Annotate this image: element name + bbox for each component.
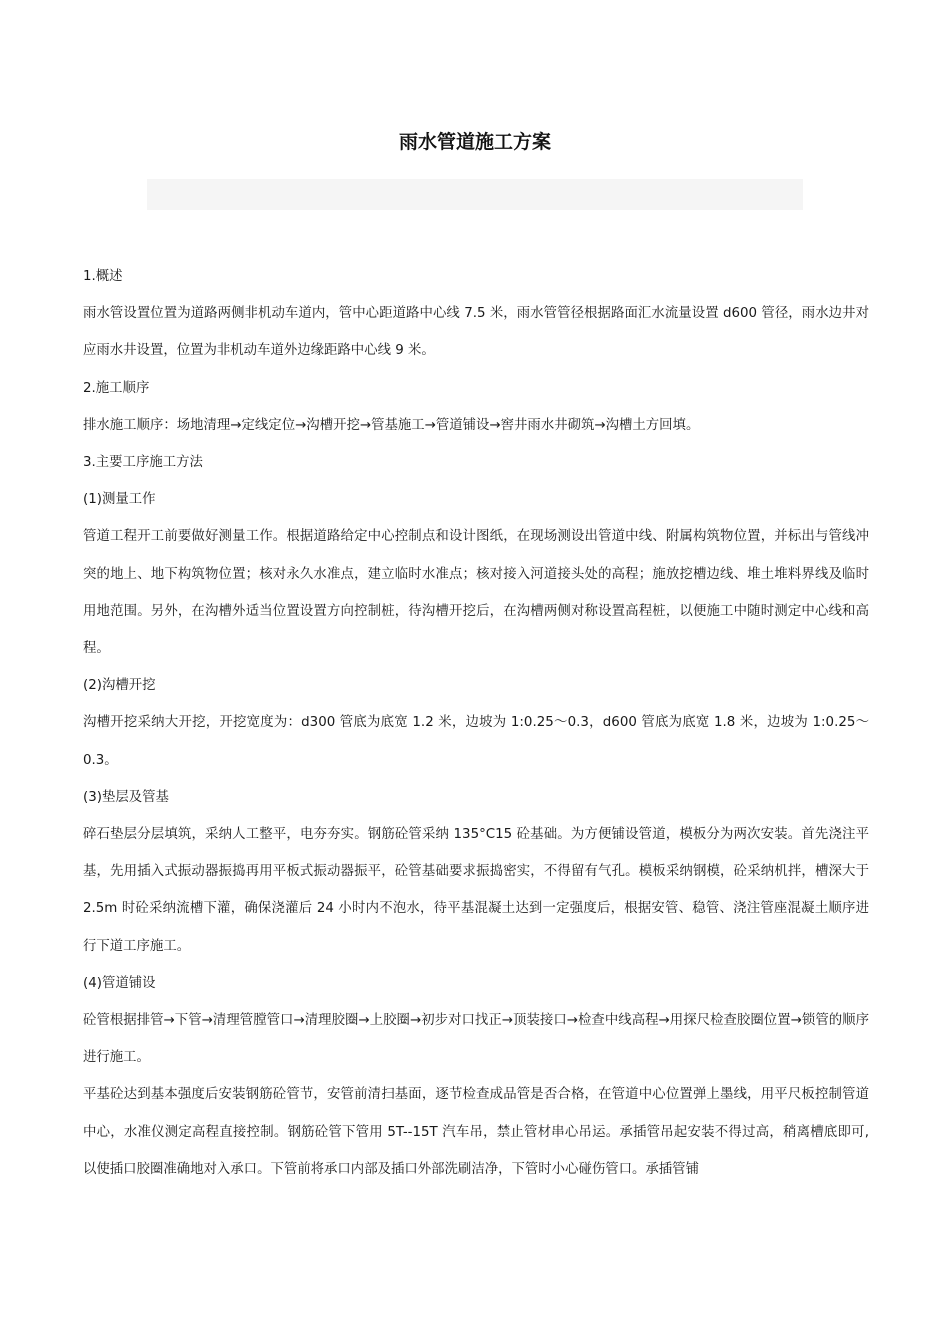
section-heading-construction-order: 2.施工顺序 xyxy=(83,380,150,396)
document-title: 雨水管道施工方案 xyxy=(398,131,551,153)
document-body xyxy=(83,258,874,1188)
title-band xyxy=(147,179,803,210)
section-heading-main-methods: 3.主要工序施工方法 xyxy=(83,455,203,471)
subsection-heading-survey: (1)测量工作 xyxy=(83,492,156,508)
section-heading-overview: 1.概述 xyxy=(83,269,123,284)
subsection-heading-pipe-laying: (4)管道铺设 xyxy=(83,975,156,991)
body-paragraph: 碎石垫层分层填筑，采纳人工整平，电夯夯实。钢筋砼管采纳 135°C15 砼基础。为方便铺设管道，模板分为两次安装。首先浇注平基，先用插入式振动器振捣再用平板式振动器振平，砼管基础要求振捣密实，不得留有气孔。模板采纳钢模，砼采纳机拌，槽深大于 2.5m 时砼采纳流槽下灌，确保浇灌后 24 小时内不泡水，待平基混凝土达到一定强度后，根据安管、稳管、浇注管座混凝土顺序进行下道工序施工。 xyxy=(83,827,874,954)
body-paragraph: 平基砼达到基本强度后安装钢筋砼管节，安管前清扫基面，逐节检查成品管是否合格，在管道中心位置弹上墨线，用平尺板控制管道中心，水准仪测定高程直接控制。钢筋砼管下管用 5T--15T 汽车吊，禁止管材串心吊运。承插管吊起安装不得过高，稍离槽底即可, 以使插口胶圈准确地对入承口。下管前将承口内部及插口外部洗刷洁净，下管时小心碰伤管口。承插管铺 xyxy=(83,1087,874,1177)
body-paragraph: 雨水管设置位置为道路两侧非机动车道内，管中心距道路中心线 7.5 米，雨水管管径根据路面汇水流量设置 d600 管径，雨水边井对应雨水井设置，位置为非机动车道外边缘距路中心线 9 米。 xyxy=(83,306,869,359)
body-paragraph: 管道工程开工前要做好测量工作。根据道路给定中心控制点和设计图纸，在现场测设出管道中线、附属构筑物位置，并标出与管线冲突的地上、地下构筑物位置；核对永久水准点，建立临时水准点；核对接入河道接头处的高程；施放挖槽边线、堆土堆料界线及临时用地范围。另外，在沟槽外适当位置设置方向控制桩，待沟槽开挖后，在沟槽两侧对称设置高程桩，以便施工中随时测定中心线和高程。 xyxy=(83,529,869,657)
body-paragraph: 排水施工顺序：场地清理→定线定位→沟槽开挖→管基施工→管道铺设→窖井雨水井砌筑→沟槽土方回填。 xyxy=(83,417,700,433)
subsection-heading-trench: (2)沟槽开挖 xyxy=(83,678,156,694)
body-paragraph: 沟槽开挖采纳大开挖，开挖宽度为：d300 管底为底宽 1.2 米，边坡为 1:0.25～0.3，d600 管底为底宽 1.8 米，边坡为 1:0.25～0.3。 xyxy=(83,715,869,768)
subsection-heading-cushion-base: (3)垫层及管基 xyxy=(83,789,169,805)
body-paragraph: 砼管根据排管→下管→清理管膛管口→清理胶圈→上胶圈→初步对口找正→顶装接口→检查中线高程→用探尺检查胶圈位置→锁管的顺序进行施工。 xyxy=(83,1013,869,1066)
